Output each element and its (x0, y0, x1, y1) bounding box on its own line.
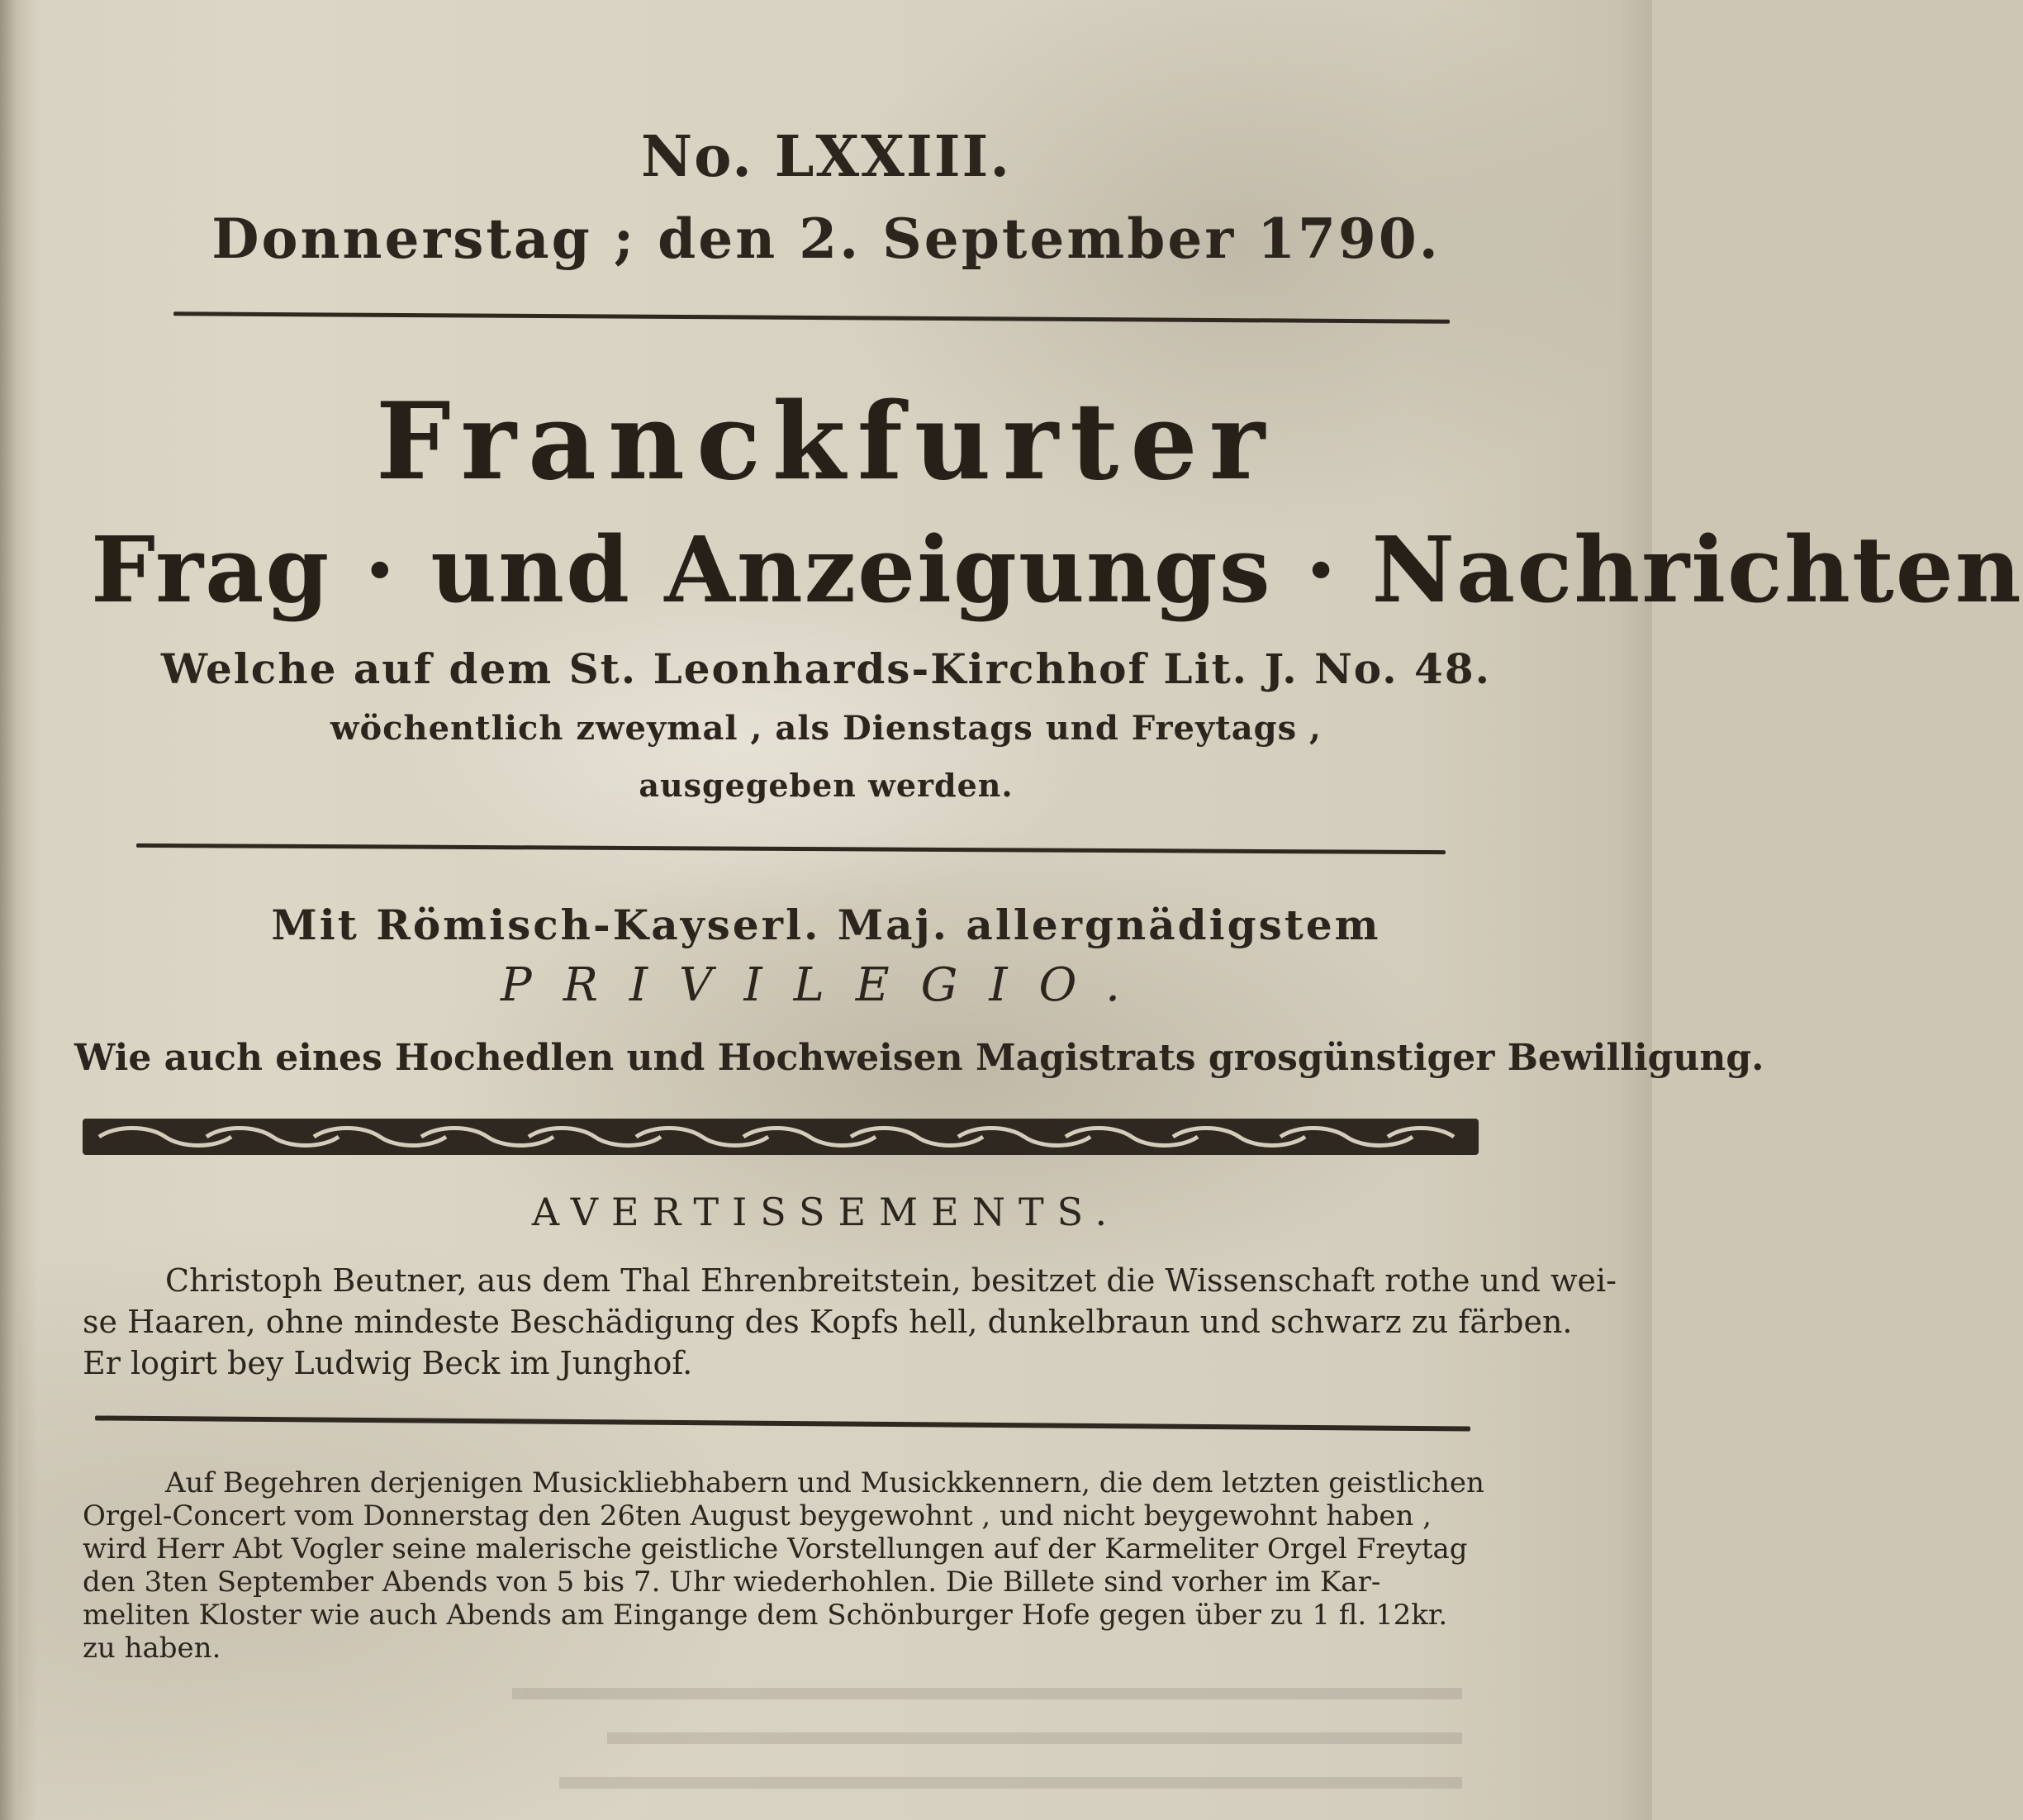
advert-2-line: Orgel-Concert vom Donnerstag den 26ten August beygewohnt , und nicht beygewohnt haben , (83, 1499, 1432, 1533)
advert-1-line: Er logirt bey Ludwig Beck im Junghof. (83, 1345, 693, 1381)
advert-2-line: Auf Begehren derjenigen Musickliebhabern und Musickkennern, die dem letzten geistlichen (165, 1466, 1484, 1499)
subtitle-schedule: wöchentlich zweymal , als Dienstags und Freytags , (330, 709, 1322, 748)
privilege-line-3: Wie auch eines Hochedlen und Hochweisen Magistrats grosgünstiger Bewilligung. (74, 1037, 1764, 1079)
rule-separator (95, 1415, 1470, 1431)
advert-2-line: wird Herr Abt Vogler seine malerische geistliche Vorstellungen auf der Karmeliter Orgel Freytag (83, 1533, 1468, 1566)
advert-2-line: meliten Kloster wie auch Abends am Eingange dem Schönburger Hofe gegen über zu 1 fl. 12kr. (83, 1599, 1448, 1632)
advert-1-line: Christoph Beutner, aus dem Thal Ehrenbreitstein, besitzet die Wissenschaft rothe und wei- (165, 1262, 1617, 1299)
advert-2-line: zu haben. (83, 1632, 221, 1665)
privilege-line-1: Mit Römisch-Kayserl. Maj. allergnädigstem (271, 900, 1381, 949)
show-through-texture (512, 1673, 1462, 1813)
ornamental-border (83, 1115, 1479, 1158)
rule-middle (136, 843, 1446, 854)
privilege-word: PRIVILEGIO. (501, 958, 1152, 1012)
section-heading: AVERTISSEMENTS. (531, 1190, 1121, 1234)
advert-2 (83, 1466, 1487, 1665)
issue-number: No. LXXIII. (640, 124, 1012, 190)
rule-top (173, 311, 1450, 323)
advert-1-line: se Haaren, ohne mindeste Beschädigung des Kopfs hell, dunkelbraun und schwarz zu färben. (83, 1304, 1573, 1340)
subtitle-issued: ausgegeben werden. (639, 767, 1014, 804)
issue-date: Donnerstag ; den 2. September 1790. (211, 207, 1441, 271)
title-line-1: Franckfurter (375, 380, 1277, 504)
advert-2-line: den 3ten September Abends von 5 bis 7. Uhr wiederhohlen. Die Billete sind vorher im Kar- (83, 1566, 1381, 1599)
advert-1 (83, 1260, 1617, 1384)
subtitle-address: Welche auf dem St. Leonhards-Kirchhof Lit. J. No. 48. (160, 644, 1492, 693)
title-line-2: Frag · und Anzeigungs · Nachrichten (91, 516, 2023, 623)
